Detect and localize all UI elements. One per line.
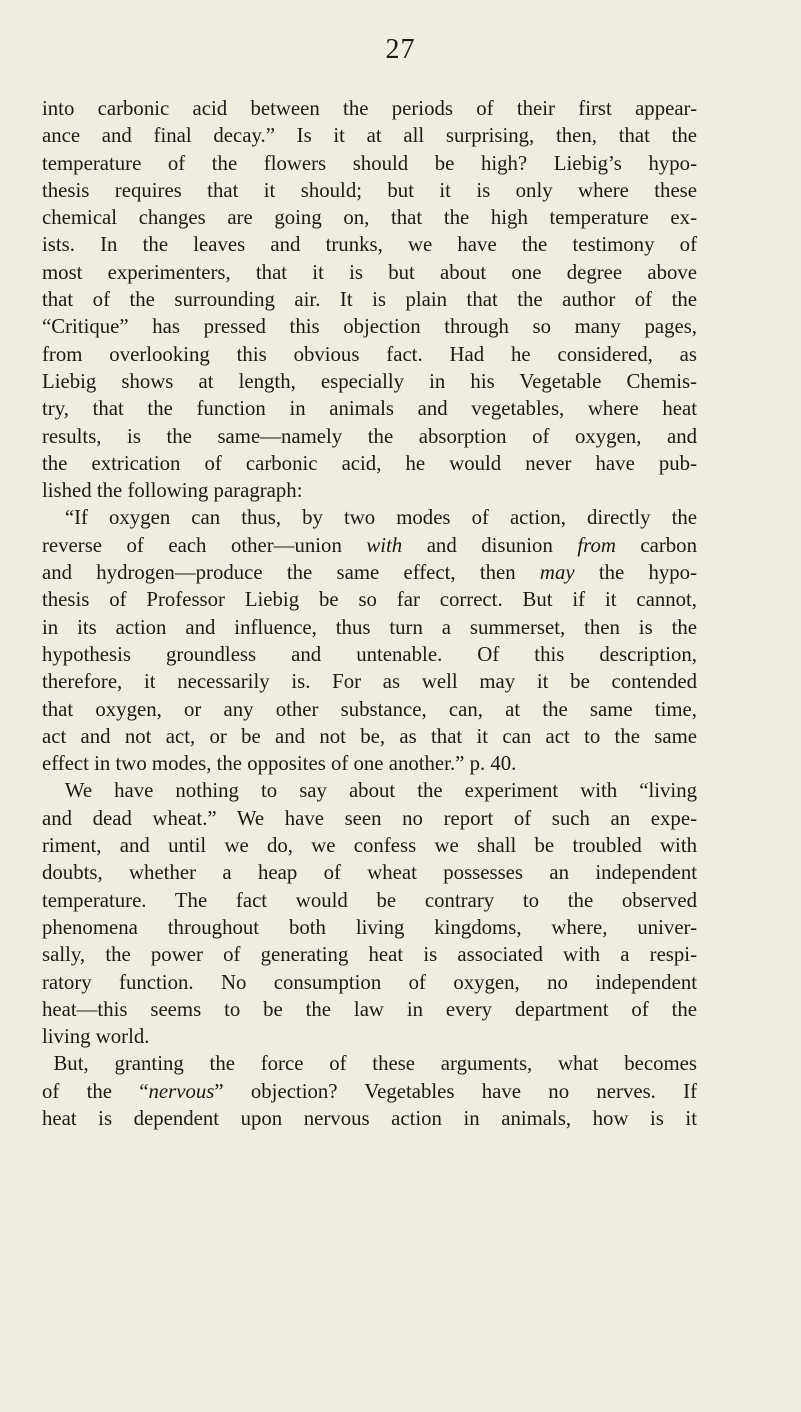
text-line: “Critique” has pressed this objection through so many pages, xyxy=(42,315,697,339)
text-run: reverse of each other—union xyxy=(42,533,342,557)
body-text xyxy=(42,95,697,1132)
text-line: the extrication of carbonic acid, he would never have pub- xyxy=(42,451,697,475)
text-line: sally, the power of generating heat is associated with a respi- xyxy=(42,943,697,967)
text-line xyxy=(42,1078,697,1105)
text-line: riment, and until we do, we confess we shall be troubled with xyxy=(42,834,697,858)
italic-word: from xyxy=(577,533,616,557)
text-line: into carbonic acid between the periods of their first appear- xyxy=(42,97,697,120)
text-line: that of the surrounding air. It is plain that the author of the xyxy=(42,288,697,312)
text-line: heat—this seems to be the law in every department of the xyxy=(42,997,697,1021)
text-line: lished the following paragraph: xyxy=(42,479,303,503)
text-run: of the “ xyxy=(42,1079,149,1103)
text-line xyxy=(42,532,697,559)
text-line: But, granting the force of these arguments, what becomes xyxy=(53,1052,697,1076)
text-line: hypothesis groundless and untenable. Of this description, xyxy=(42,642,697,666)
text-line: ratory function. No consumption of oxygen, no independent xyxy=(42,970,697,994)
text-run: and disunion xyxy=(426,533,553,557)
text-line: doubts, whether a heap of wheat possesses an independent xyxy=(42,861,697,885)
text-line: effect in two modes, the opposites of one another.” p. 40. xyxy=(42,752,517,776)
text-line: ance and final decay.” Is it at all surprising, then, that the xyxy=(42,124,697,148)
text-line: results, is the same—namely the absorption of oxygen, and xyxy=(42,424,697,448)
text-line: and dead wheat.” We have seen no report of such an expe- xyxy=(42,806,697,830)
text-line xyxy=(42,559,697,586)
text-line: heat is dependent upon nervous action in animals, how is it xyxy=(42,1106,697,1130)
text-line: thesis of Professor Liebig be so far correct. But if it cannot, xyxy=(42,588,697,612)
text-run: the hypo- xyxy=(598,561,697,585)
text-line: that oxygen, or any other substance, can, at the same time, xyxy=(42,697,697,721)
text-line: temperature. The fact would be contrary to the observed xyxy=(42,888,697,912)
text-line: therefore, it necessarily is. For as well may it be contended xyxy=(42,670,697,694)
text-line: phenomena throughout both living kingdoms, where, univer- xyxy=(42,915,697,939)
italic-word: may xyxy=(539,561,575,585)
text-line: in its action and influence, thus turn a summerset, then is the xyxy=(42,615,697,639)
text-line: living world. xyxy=(42,1025,150,1049)
italic-word: with xyxy=(366,533,403,557)
text-line: “If oxygen can thus, by two modes of action, directly the xyxy=(64,506,697,530)
text-line: ists. In the leaves and trunks, we have the testimony of xyxy=(42,233,697,257)
text-line: act and not act, or be and not be, as that it can act to the same xyxy=(42,724,697,748)
text-line: from overlooking this obvious fact. Had he considered, as xyxy=(42,342,697,366)
text-line: chemical changes are going on, that the high temperature ex- xyxy=(42,206,697,230)
text-line: temperature of the flowers should be high? Liebig’s hypo- xyxy=(42,151,697,175)
text-line: We have nothing to say about the experiment with “living xyxy=(64,779,697,803)
text-run: ” objection? Vegetables have no nerves. If xyxy=(214,1079,697,1103)
page-number: 27 xyxy=(385,34,416,65)
text-run: and hydrogen—produce the same effect, then xyxy=(42,561,516,585)
text-run: carbon xyxy=(640,533,697,557)
text-line: thesis requires that it should; but it is only where these xyxy=(42,178,697,202)
italic-word: nervous xyxy=(148,1079,215,1103)
text-line: Liebig shows at length, especially in his Vegetable Chemis- xyxy=(42,369,697,393)
text-line: most experimenters, that it is but about one degree above xyxy=(42,260,697,284)
text-line: try, that the function in animals and vegetables, where heat xyxy=(42,397,697,421)
